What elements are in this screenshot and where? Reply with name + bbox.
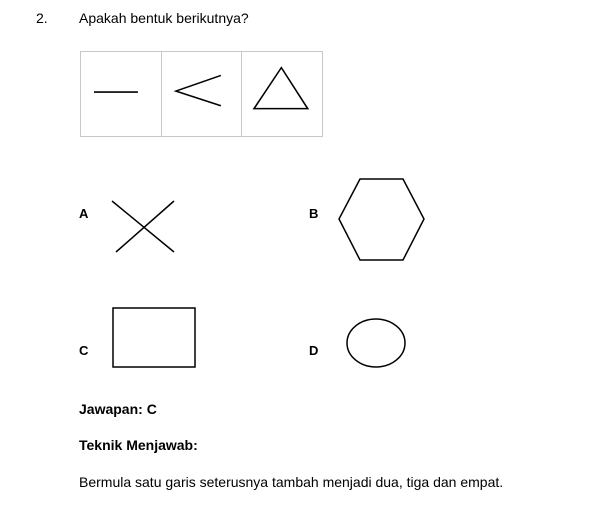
question-number: 2. [36, 10, 48, 26]
line-shape [81, 52, 161, 136]
sequence-table [80, 51, 323, 137]
cross-shape [108, 197, 180, 255]
triangle-shape [242, 52, 322, 136]
hexagon-shape [336, 175, 428, 265]
technique-explanation: Bermula satu garis seterusnya tambah menjadi dua, tiga dan empat. [79, 474, 504, 490]
question-text: Apakah bentuk berikutnya? [79, 10, 249, 26]
answer-text: Jawapan: C [79, 401, 157, 417]
technique-heading: Teknik Menjawab: [79, 437, 198, 453]
angle-shape [162, 52, 242, 136]
circle-shape [344, 316, 410, 372]
rectangle-shape [110, 306, 198, 370]
sequence-cell-1 [81, 52, 162, 136]
option-c-letter: C [79, 343, 89, 358]
option-d-letter: D [309, 343, 319, 358]
sequence-cell-2 [162, 52, 243, 136]
sequence-cell-3 [242, 52, 322, 136]
option-a-letter: A [79, 206, 89, 221]
option-b-letter: B [309, 206, 319, 221]
